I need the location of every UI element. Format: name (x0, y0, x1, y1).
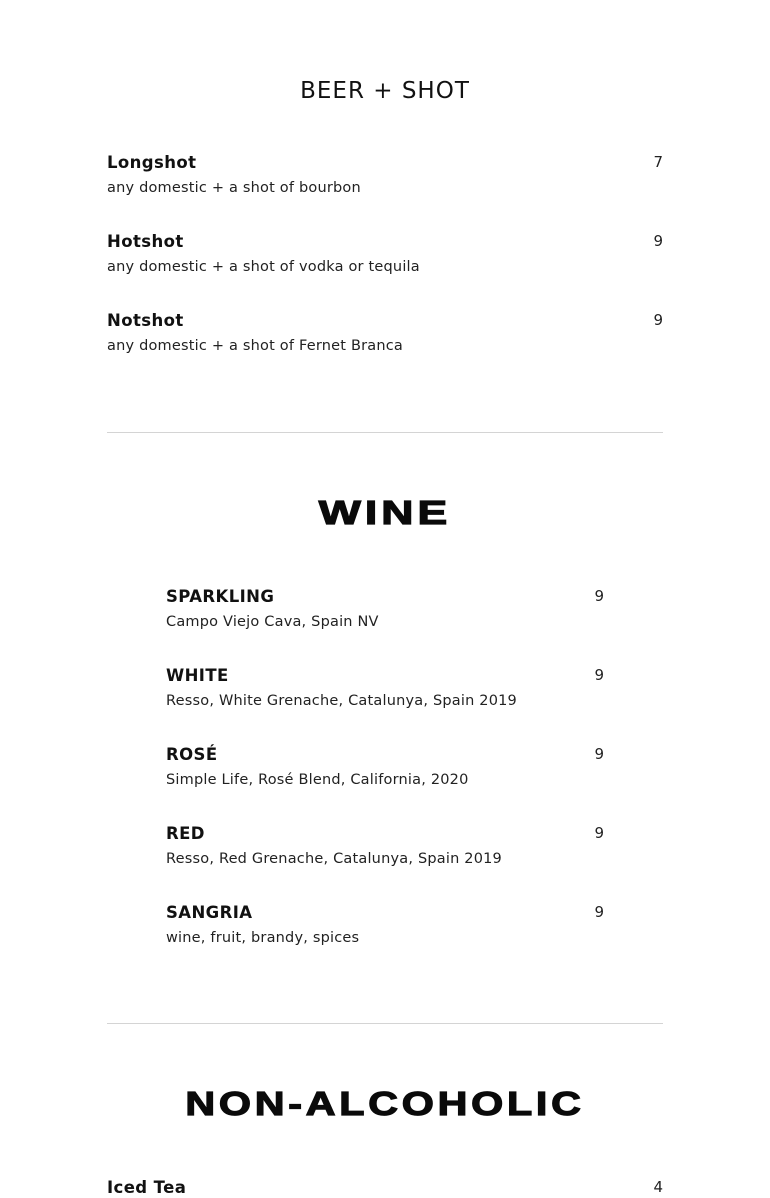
item-name: Iced Tea (107, 1178, 187, 1197)
item-name: SPARKLING (166, 587, 275, 606)
item-description: wine, fruit, brandy, spices (166, 930, 360, 946)
menu-item-sangria (166, 903, 604, 963)
section-divider (107, 1023, 663, 1024)
item-description: Simple Life, Rosé Blend, California, 2020 (166, 772, 469, 788)
menu-item-white (166, 666, 604, 726)
item-description: Campo Viejo Cava, Spain NV (166, 614, 379, 630)
item-name: Notshot (107, 311, 184, 330)
item-price: 9 (653, 232, 663, 250)
item-price: 9 (594, 666, 604, 684)
item-price: 7 (653, 153, 663, 171)
menu-item-sparkling (166, 587, 604, 647)
section-divider (107, 432, 663, 433)
section-title-beer-shot: BEER + SHOT (300, 78, 470, 104)
item-name: Longshot (107, 153, 197, 172)
menu-item-iced-tea (107, 1178, 663, 1198)
item-price: 9 (653, 311, 663, 329)
item-name: SANGRIA (166, 903, 253, 922)
item-price: 4 (653, 1178, 663, 1196)
item-description: any domestic + a shot of vodka or tequila (107, 259, 420, 275)
item-price: 9 (594, 824, 604, 842)
item-price: 9 (594, 903, 604, 921)
item-description: any domestic + a shot of Fernet Branca (107, 338, 404, 354)
menu-item-notshot (107, 311, 663, 371)
menu-item-red (166, 824, 604, 884)
section-title-wine: WINE (318, 494, 452, 531)
item-price: 9 (594, 745, 604, 763)
menu-item-rose (166, 745, 604, 805)
item-description: Resso, Red Grenache, Catalunya, Spain 2019 (166, 851, 502, 867)
item-name: ROSÉ (166, 745, 218, 764)
menu-item-hotshot (107, 232, 663, 292)
item-price: 9 (594, 587, 604, 605)
item-name: WHITE (166, 666, 229, 685)
item-name: Hotshot (107, 232, 184, 251)
item-description: any domestic + a shot of bourbon (107, 180, 361, 196)
item-description: Resso, White Grenache, Catalunya, Spain 2019 (166, 693, 517, 709)
section-title-non-alcoholic: NON-ALCOHOLIC (185, 1085, 585, 1122)
item-name: RED (166, 824, 205, 843)
menu-item-longshot (107, 153, 663, 213)
